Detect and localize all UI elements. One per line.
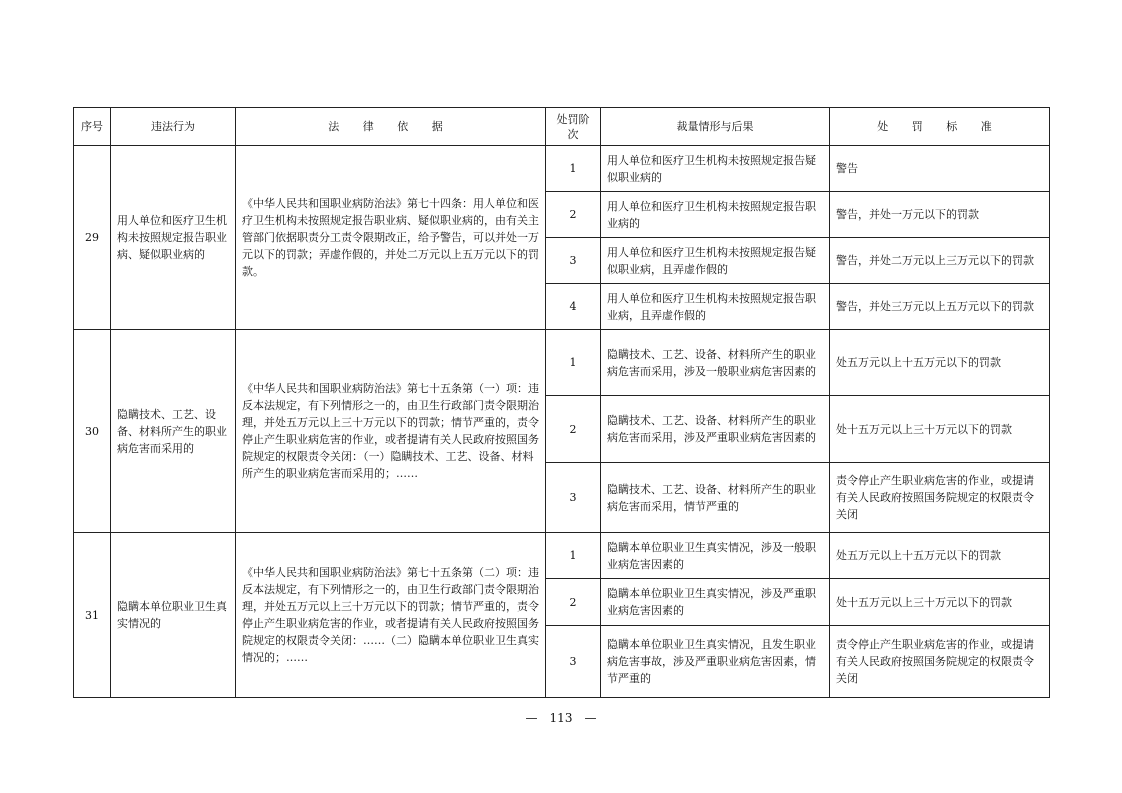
header-situation: 裁量情形与后果 (601, 108, 830, 146)
header-standard: 处 罚 标 准 (830, 108, 1050, 146)
page-dash-right: — (584, 711, 597, 725)
header-seq: 序号 (74, 108, 111, 146)
penalty-order: 4 (546, 284, 601, 330)
penalty-order: 1 (546, 533, 601, 579)
penalty-order: 2 (546, 396, 601, 463)
discretion-situation: 隐瞒本单位职业卫生真实情况，涉及一般职业病危害因素的 (601, 533, 830, 579)
penalty-standard: 警告 (830, 146, 1050, 192)
header-behavior: 违法行为 (111, 108, 236, 146)
page-number-value: 113 (549, 711, 573, 725)
table-row (74, 533, 1050, 579)
penalty-standards-table (73, 107, 1050, 698)
discretion-situation: 隐瞒本单位职业卫生真实情况，且发生职业病危害事故，涉及严重职业病危害因素，情节严重的 (601, 626, 830, 698)
discretion-situation: 隐瞒技术、工艺、设备、材料所产生的职业病危害而采用，涉及一般职业病危害因素的 (601, 330, 830, 396)
penalty-order: 1 (546, 146, 601, 192)
table-row (74, 330, 1050, 396)
penalty-standard: 责令停止产生职业病危害的作业，或提请有关人民政府按照国务院规定的权限责令关闭 (830, 463, 1050, 533)
header-order: 处罚阶次 (546, 108, 601, 146)
page-dash-left: — (525, 711, 538, 725)
legal-basis: 《中华人民共和国职业病防治法》第七十五条第（二）项：违反本法规定，有下列情形之一的，由卫生行政部门责令限期治理，并处五万元以上三十万元以下的罚款；情节严重的，责令停止产生职业病危害的作业，或者提请有关人民政府按照国务院规定的权限责令关闭：……（二）隐瞒本单位职业卫生真实情况的；…… (236, 533, 546, 698)
penalty-order: 3 (546, 238, 601, 284)
penalty-standard: 处五万元以上十五万元以下的罚款 (830, 533, 1050, 579)
legal-basis: 《中华人民共和国职业病防治法》第七十四条：用人单位和医疗卫生机构未按照规定报告职业病、疑似职业病的，由有关主管部门依据职责分工责令限期改正，给予警告，可以并处一万元以下的罚款；弄虚作假的，并处二万元以上五万元以下的罚款。 (236, 146, 546, 330)
page-number (0, 711, 1122, 725)
discretion-situation: 隐瞒技术、工艺、设备、材料所产生的职业病危害而采用，情节严重的 (601, 463, 830, 533)
discretion-situation: 用人单位和医疗卫生机构未按照规定报告疑似职业病的 (601, 146, 830, 192)
penalty-standard: 责令停止产生职业病危害的作业，或提请有关人民政府按照国务院规定的权限责令关闭 (830, 626, 1050, 698)
penalty-standard: 警告，并处三万元以上五万元以下的罚款 (830, 284, 1050, 330)
violation-behavior: 隐瞒技术、工艺、设备、材料所产生的职业病危害而采用的 (111, 330, 236, 533)
penalty-order: 2 (546, 192, 601, 238)
table-header-row (74, 108, 1050, 146)
discretion-situation: 用人单位和医疗卫生机构未按照规定报告职业病，且弄虚作假的 (601, 284, 830, 330)
penalty-order: 1 (546, 330, 601, 396)
penalty-standard: 处十五万元以上三十万元以下的罚款 (830, 396, 1050, 463)
discretion-situation: 隐瞒技术、工艺、设备、材料所产生的职业病危害而采用，涉及严重职业病危害因素的 (601, 396, 830, 463)
penalty-order: 3 (546, 463, 601, 533)
violation-behavior: 隐瞒本单位职业卫生真实情况的 (111, 533, 236, 698)
penalty-order: 2 (546, 579, 601, 626)
discretion-situation: 用人单位和医疗卫生机构未按照规定报告疑似职业病，且弄虚作假的 (601, 238, 830, 284)
discretion-situation: 用人单位和医疗卫生机构未按照规定报告职业病的 (601, 192, 830, 238)
table-row (74, 146, 1050, 192)
penalty-order: 3 (546, 626, 601, 698)
violation-behavior: 用人单位和医疗卫生机构未按照规定报告职业病、疑似职业病的 (111, 146, 236, 330)
row-number: 29 (74, 146, 111, 330)
discretion-situation: 隐瞒本单位职业卫生真实情况，涉及严重职业病危害因素的 (601, 579, 830, 626)
row-number: 31 (74, 533, 111, 698)
legal-basis: 《中华人民共和国职业病防治法》第七十五条第（一）项：违反本法规定，有下列情形之一的，由卫生行政部门责令限期治理，并处五万元以上三十万元以下的罚款；情节严重的，责令停止产生职业病危害的作业，或者提请有关人民政府按照国务院规定的权限责令关闭：（一）隐瞒技术、工艺、设备、材料所产生的职业病危害而采用的；…… (236, 330, 546, 533)
penalty-standard: 处十五万元以上三十万元以下的罚款 (830, 579, 1050, 626)
header-basis: 法 律 依 据 (236, 108, 546, 146)
penalty-standard: 处五万元以上十五万元以下的罚款 (830, 330, 1050, 396)
row-number: 30 (74, 330, 111, 533)
penalty-standard: 警告，并处二万元以上三万元以下的罚款 (830, 238, 1050, 284)
penalty-standard: 警告，并处一万元以下的罚款 (830, 192, 1050, 238)
